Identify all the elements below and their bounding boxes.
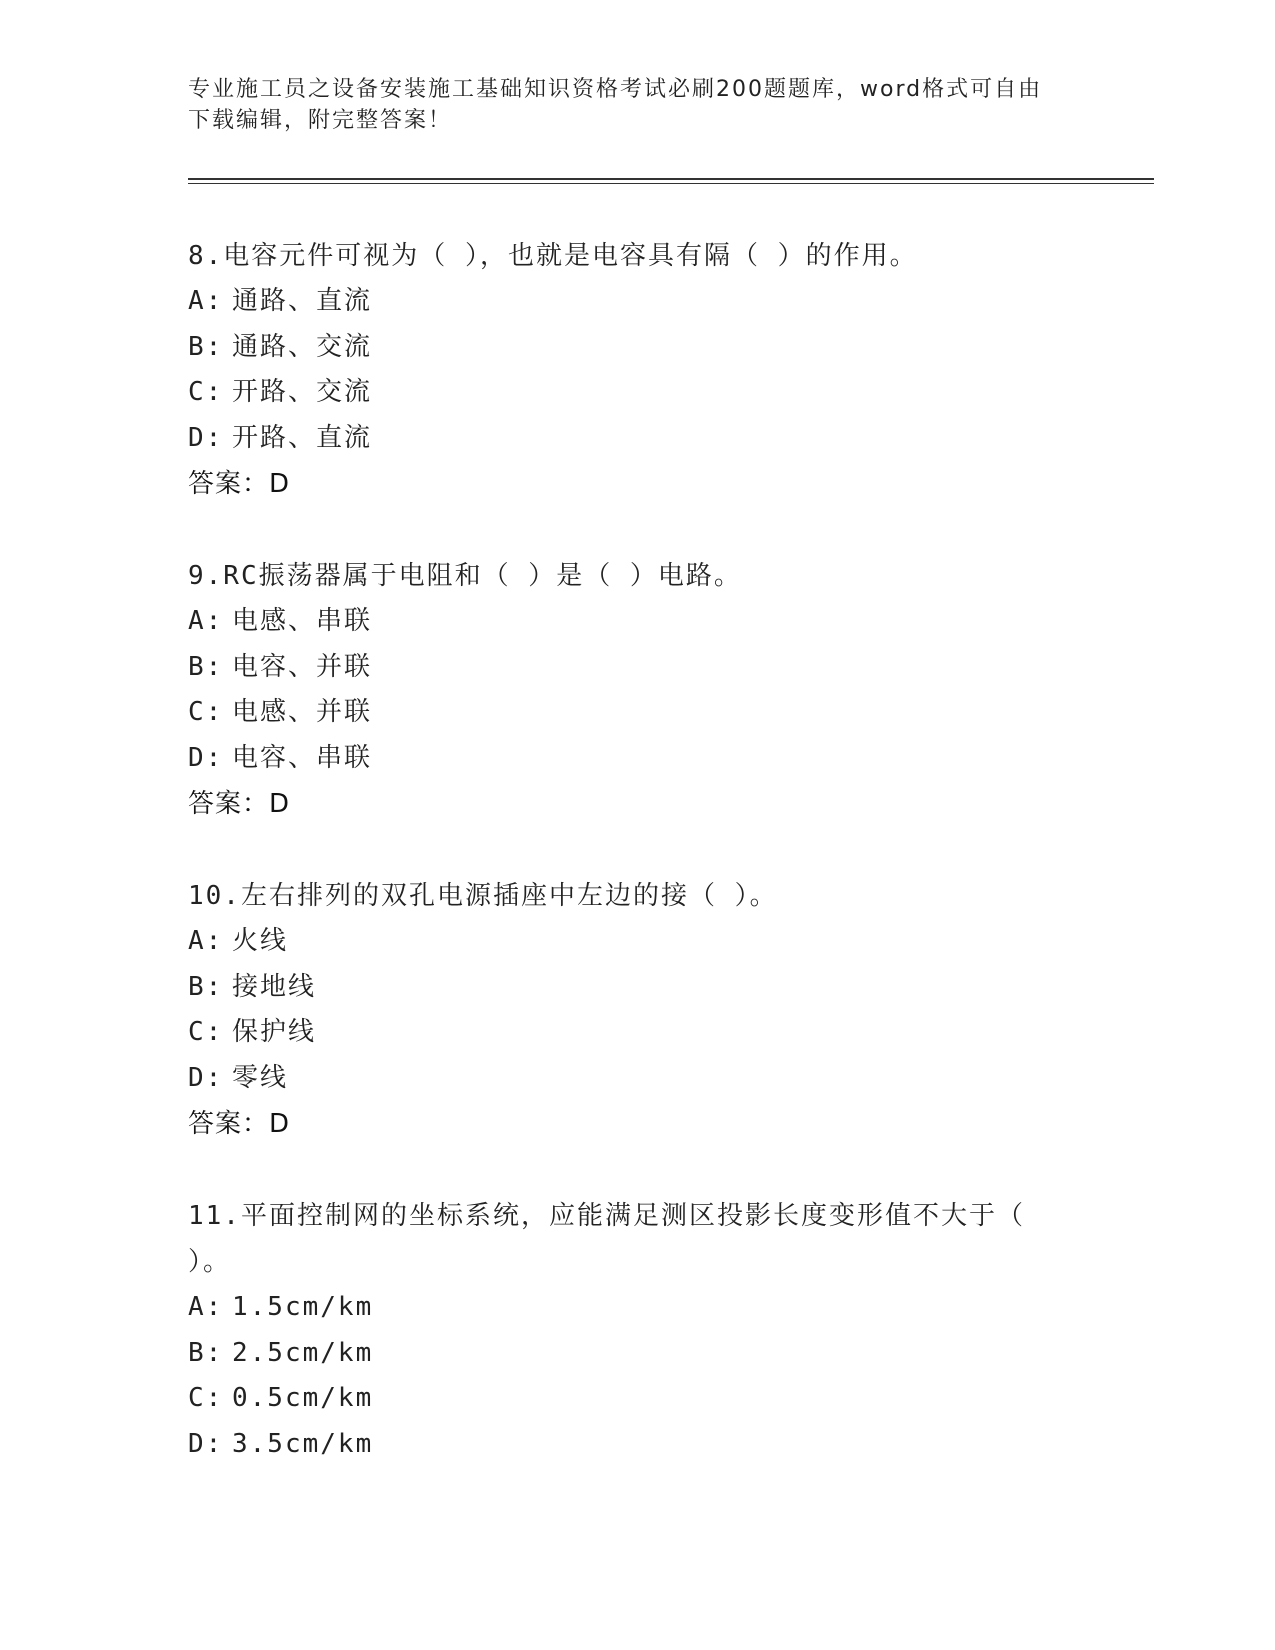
question-stem: 10.左右排列的双孔电源插座中左边的接（ ）。 <box>188 881 778 911</box>
option-b <box>188 645 1088 691</box>
question-stem: 8.电容元件可视为（ ），也就是电容具有隔（ ）的作用。 <box>188 241 918 271</box>
option-text: 2.5cm/km <box>232 1337 374 1368</box>
option-letter: A: <box>188 1292 224 1322</box>
option-text: 电感、串联 <box>232 606 373 636</box>
question-stem-line-1: 11.平面控制网的坐标系统，应能满足测区投影长度变形值不大于（ <box>188 1201 1025 1231</box>
option-letter: C: <box>188 1383 224 1413</box>
option-d <box>188 736 1088 782</box>
option-letter: B: <box>188 1337 224 1368</box>
option-text: 电感、并联 <box>232 697 373 727</box>
option-text: 开路、直流 <box>232 422 373 453</box>
question-8 <box>188 233 1088 507</box>
option-letter: B: <box>188 971 224 1002</box>
option-letter: D: <box>188 1062 224 1093</box>
question-10 <box>188 873 1088 1147</box>
question-stem: 9.RC振荡器属于电阻和（ ）是（ ）电路。 <box>188 561 742 591</box>
option-text: 0.5cm/km <box>232 1383 374 1413</box>
option-a <box>188 919 1088 965</box>
option-b <box>188 1331 1088 1377</box>
option-letter: D: <box>188 1428 224 1459</box>
option-d <box>188 1422 1088 1468</box>
option-text: 接地线 <box>232 971 317 1002</box>
header-title-line-1: 专业施工员之设备安装施工基础知识资格考试必刷200题题库，word格式可自由 <box>188 77 1043 102</box>
option-letter: A: <box>188 286 224 316</box>
option-letter: B: <box>188 651 224 682</box>
option-letter: C: <box>188 697 224 727</box>
option-text: 通路、交流 <box>232 331 373 362</box>
question-stem-line-2: ）。 <box>188 1247 232 1277</box>
option-a <box>188 1285 1088 1331</box>
option-c <box>188 1376 1088 1422</box>
question-9 <box>188 553 1088 827</box>
option-text: 火线 <box>232 926 289 956</box>
option-b <box>188 965 1088 1011</box>
option-letter: A: <box>188 926 224 956</box>
option-letter: B: <box>188 331 224 362</box>
option-letter: A: <box>188 606 224 636</box>
option-letter: C: <box>188 1017 224 1047</box>
option-a <box>188 599 1088 645</box>
option-a <box>188 279 1088 325</box>
option-b <box>188 325 1088 371</box>
option-c <box>188 690 1088 736</box>
answer-line: 答案：D <box>188 1109 291 1139</box>
option-text: 开路、交流 <box>232 377 373 407</box>
answer-line: 答案：D <box>188 469 291 499</box>
option-text: 电容、串联 <box>232 742 373 773</box>
option-text: 保护线 <box>232 1017 317 1047</box>
answer-line: 答案：D <box>188 789 291 819</box>
option-c <box>188 1010 1088 1056</box>
option-c <box>188 370 1088 416</box>
option-letter: D: <box>188 422 224 453</box>
header-title-line-2: 下载编辑，附完整答案！ <box>188 108 453 133</box>
document-header <box>188 74 1068 136</box>
option-text: 零线 <box>232 1062 289 1093</box>
option-letter: D: <box>188 742 224 773</box>
option-text: 3.5cm/km <box>232 1428 374 1459</box>
option-text: 电容、并联 <box>232 651 373 682</box>
option-letter: C: <box>188 377 224 407</box>
option-d <box>188 1056 1088 1102</box>
option-text: 1.5cm/km <box>232 1292 374 1322</box>
header-double-rule <box>188 178 1154 184</box>
option-text: 通路、直流 <box>232 286 373 316</box>
question-11 <box>188 1193 1088 1467</box>
option-d <box>188 416 1088 462</box>
